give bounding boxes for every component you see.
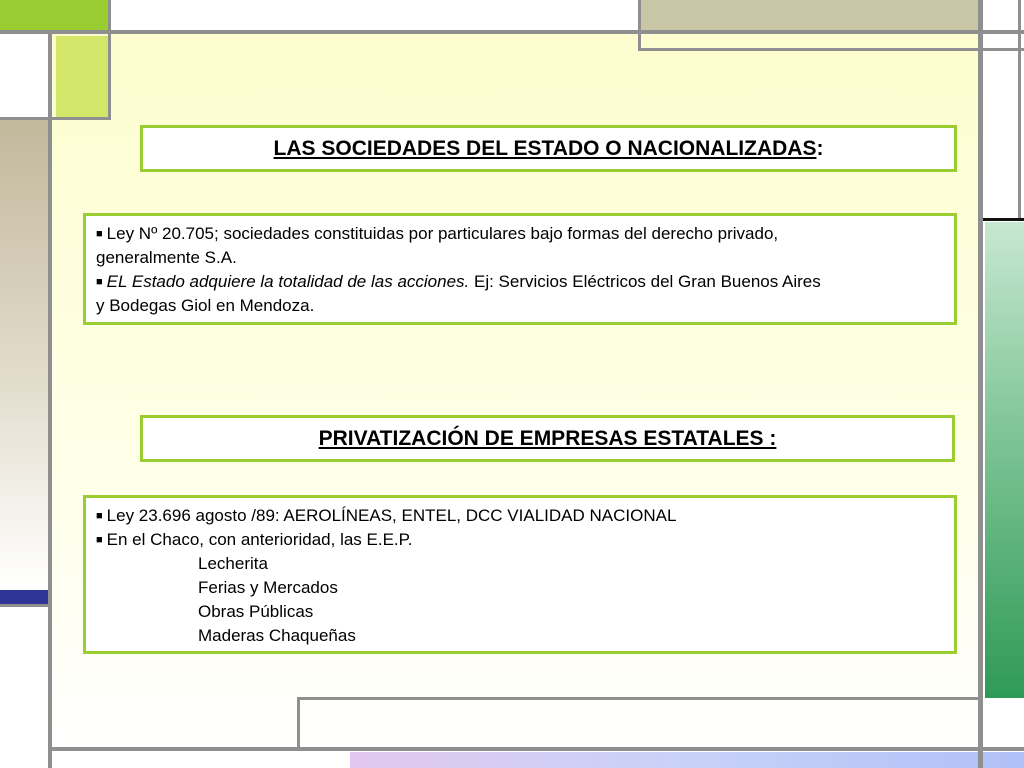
square-bullet-icon: ■ [96,228,103,240]
black-right-line [983,218,1024,221]
grid-line [297,697,300,749]
lime-top-bar [0,0,110,30]
navy-left-strip [0,590,48,604]
grid-line [108,0,111,120]
square-bullet-icon: ■ [96,534,103,546]
bullet-continuation: y Bodegas Giol en Mendoza. [96,296,315,315]
bullet-item [96,528,944,552]
tan-top-block [640,0,978,32]
lime-square [56,36,109,118]
bullet-item [96,270,944,294]
bullet-text: Ley 23.696 agosto /89: AEROLÍNEAS, ENTEL, DCC VIALIDAD NACIONAL [106,506,677,525]
tan-left-strip [0,120,48,590]
sub-item: Ferias y Mercados [198,578,338,597]
section1-title-box [140,125,957,172]
sub-item: Lecherita [198,554,268,573]
section1-title-suffix: : [816,136,824,160]
section1-text-box [83,213,957,325]
bullet-continuation: generalmente S.A. [96,248,237,267]
grid-line [638,0,641,50]
grid-line [978,0,983,768]
sub-item: Maderas Chaqueñas [198,626,356,645]
green-right-strip [985,222,1024,698]
grid-line [297,697,983,700]
bullet-item [96,504,944,528]
grid-line [48,747,1024,751]
grid-line [0,117,111,120]
section1-title: LAS SOCIEDADES DEL ESTADO O NACIONALIZADAS [273,136,817,160]
bullet-italic-text: EL Estado adquiere la totalidad de las acciones. [106,272,470,291]
section2-title-box [140,415,955,462]
section2-text-box [83,495,957,654]
section2-title: PRIVATIZACIÓN DE EMPRESAS ESTATALES : [318,426,777,450]
bullet-text: Ej: Servicios Eléctricos del Gran Buenos Aires [469,272,821,291]
square-bullet-icon: ■ [96,510,103,522]
square-bullet-icon: ■ [96,276,103,288]
bullet-text: Ley Nº 20.705; sociedades constituidas por particulares bajo formas del derecho privado, [106,224,779,243]
grid-line [638,48,1024,51]
lavender-bottom-strip [350,752,1024,768]
sub-item: Obras Públicas [198,602,314,621]
grid-line [48,30,52,768]
bullet-item [96,222,944,246]
bullet-text: En el Chaco, con anterioridad, las E.E.P. [106,530,413,549]
grid-line [0,604,48,607]
grid-line [0,30,1024,34]
grid-line [1018,0,1021,218]
